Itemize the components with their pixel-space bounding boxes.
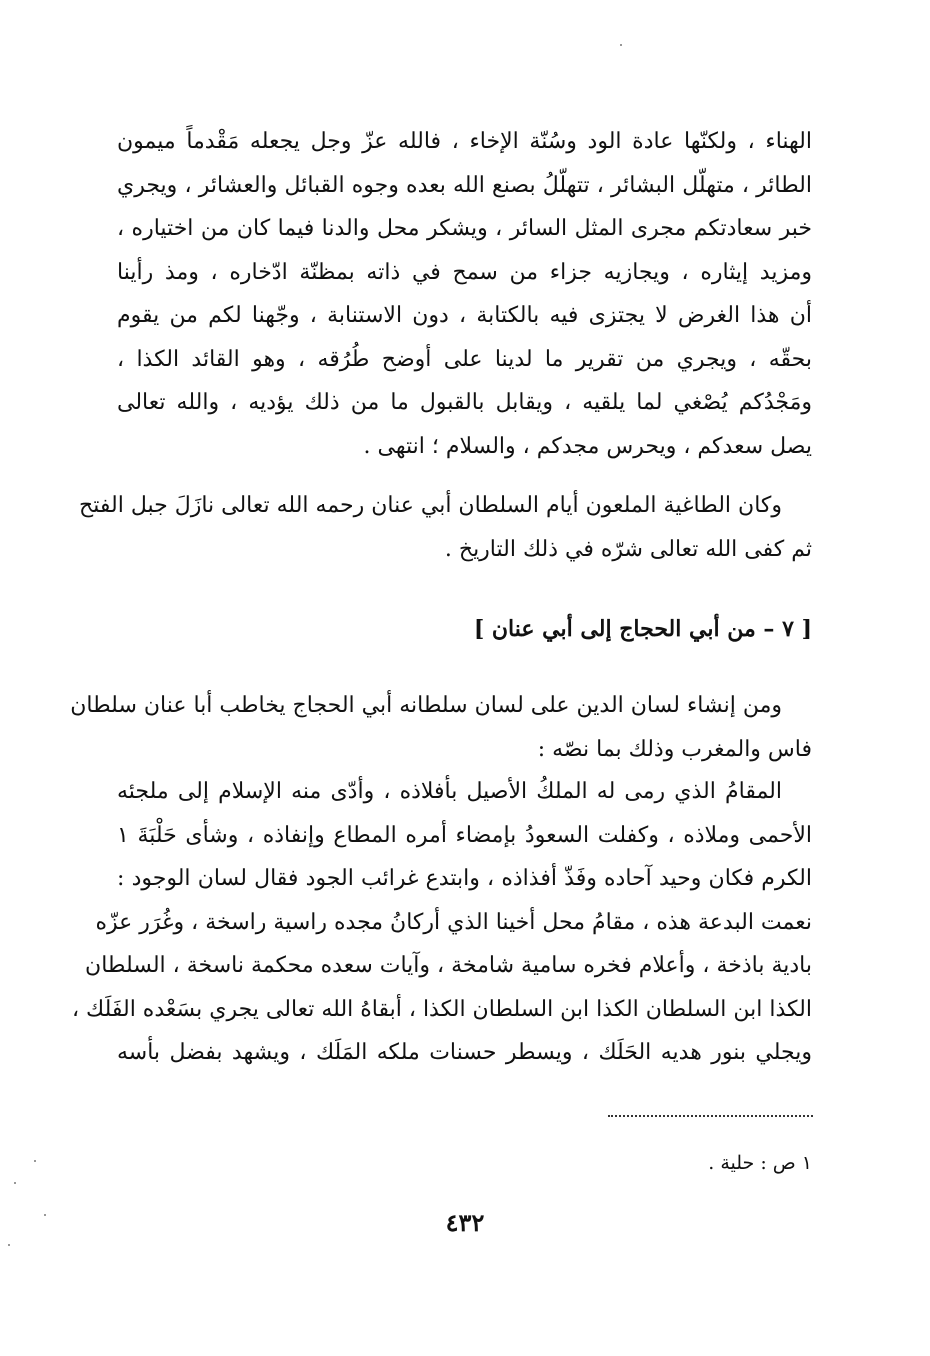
text-line: ومَجْدُكم يُصْغي لما يلقيه ، ويقابل بالقبول ما من ذلك يؤديه ، والله تعالى [117, 390, 812, 415]
text-line: الكذا ابن السلطان الكذا ابن السلطان الكذا ، أبقاهُ الله تعالى يجري بسَعْده الفَلَك ، [71, 996, 812, 1022]
scan-speck [44, 1214, 46, 1216]
text-line: بادية باذخة ، وأعلام فخره سامية شامخة ، وآيات سعده محكمة ناسخة ، السلطان [85, 953, 812, 978]
text-line: الكرم فكان وحيد آحاده وفَذّ أفذاذه ، وابتدع غرائب الجود فقال لسان الوجود : [117, 866, 812, 891]
scan-speck [14, 1182, 16, 1184]
scan-speck [620, 44, 622, 46]
text-line: نعمت البدعة هذه ، مقامُ محل أخينا الذي أركانُ مجده راسية راسخة ، وغُرَر عزّه [95, 909, 812, 935]
narrative-paragraph [79, 484, 812, 571]
text-line: يصل سعدكم ، ويحرس مجدكم ، والسلام ؛ انتهى . [363, 433, 812, 459]
text-line: المقامُ الذي رمى له الملكُ الأصيل بأفلاذه ، وأدّى منه الإسلام إلى ملجئه [117, 779, 782, 804]
text-line: فاس والمغرب وذلك بما نصّه : [537, 736, 812, 762]
footnote: ١ ص : حلية . [708, 1152, 812, 1174]
text-line: الهناء ، ولكنّها عادة الود وسُنّة الإخاء ، فالله عزّ وجل يجعله مَقْدماً ميمون [117, 129, 812, 154]
section-heading: [ ٧ – من أبي الحجاج إلى أبي عنان ] [473, 616, 812, 642]
letter-paragraph [71, 770, 812, 1075]
footnote-divider [608, 1115, 813, 1117]
text-line: ومن إنشاء لسان الدين على لسان سلطانه أبي الحجاج يخاطب أبا عنان سلطان [70, 693, 782, 718]
text-line: وكان الطاغية الملعون أيام السلطان أبي عنان رحمه الله تعالى نازَلَ جبل الفتح [79, 493, 782, 518]
top-paragraph [117, 120, 812, 468]
scan-speck [34, 1160, 36, 1162]
text-line: ثم كفى الله تعالى شرّه في ذلك التاريخ . [444, 536, 812, 562]
intro-paragraph [70, 684, 812, 771]
text-line: خبر سعادتكم مجرى المثل السائر ، ويشكر محل والدنا فيما كان من اختياره ، [117, 216, 812, 241]
text-line: بحقّه ، ويجري من تقرير ما لدينا على أوضح طُرُقه ، وهو القائد الكذا ، [117, 346, 812, 372]
text-line: الطائر ، متهلّل البشائر ، تتهلّلُ بصنع الله بعده وجوه القبائل والعشائر ، ويجري [117, 172, 812, 198]
text-line: الأحمى وملاذه ، وكفلت السعودُ بإمضاء أمره المطاع وإنفاذه ، وشأى حَلْبَةَ ١ [117, 822, 812, 848]
text-line: ويجلي بنور هديه الحَلَك ، ويسطر حسنات ملكه المَلَك ، ويشهد بفضل بأسه [117, 1040, 812, 1065]
text-line: ومزيد إيثاره ، ويجازيه جزاء من سمح في ذاته بمظنّة ادّخاره ، ومذ رأينا [117, 259, 812, 285]
page-number: ٤٣٢ [445, 1208, 485, 1237]
scan-speck [8, 1244, 10, 1246]
text-line: أن هذا الغرض لا يجتزى فيه بالكتابة ، دون الاستنابة ، وجّهنا لكم من يقوم [117, 303, 812, 328]
